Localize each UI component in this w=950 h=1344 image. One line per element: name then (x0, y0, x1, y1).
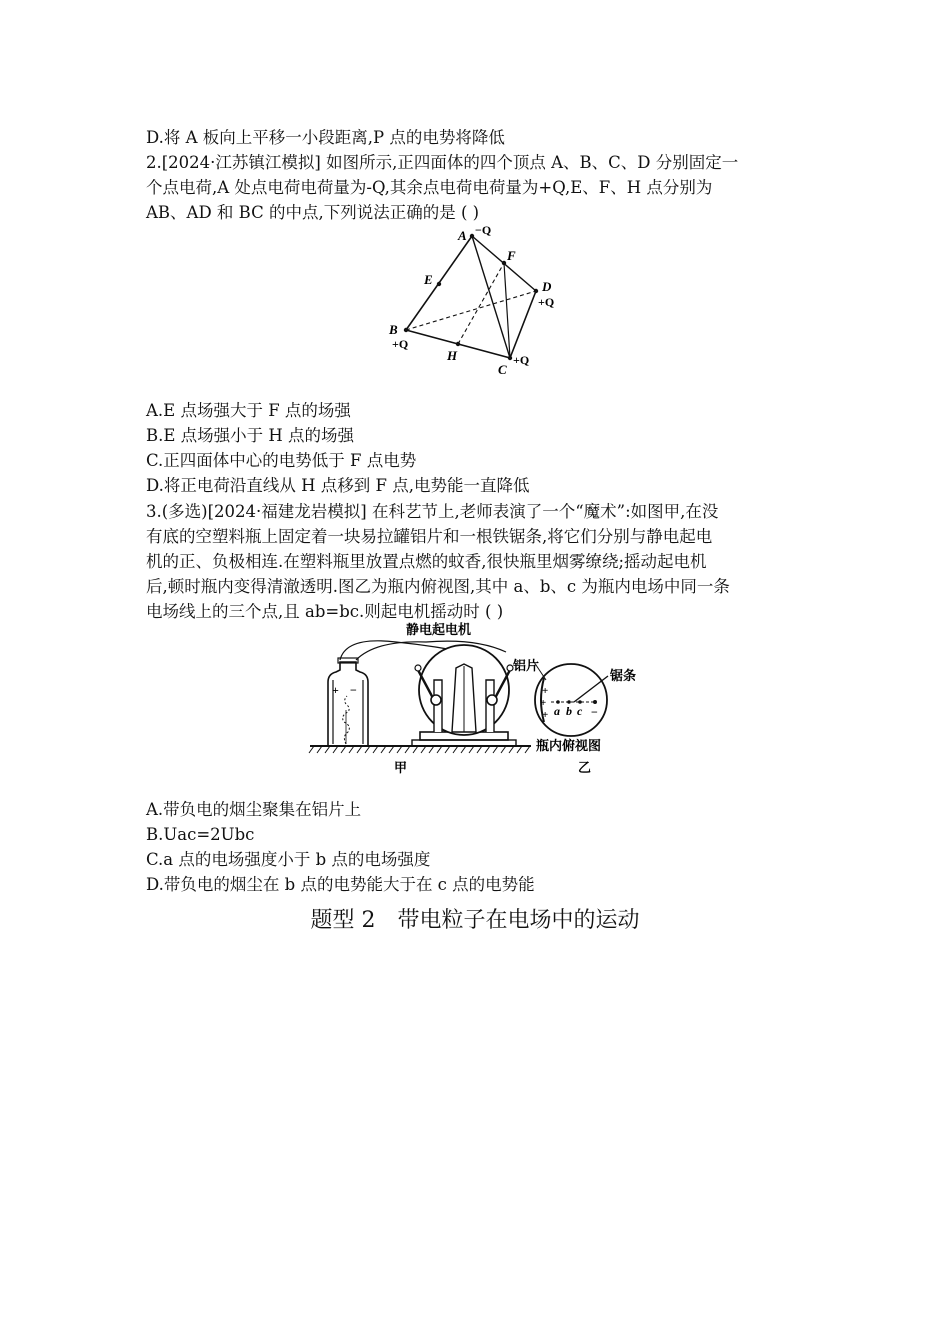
machine-label: 静电起电机 (406, 623, 472, 638)
q3-stem-line-1: 3.(多选)[2024·福建龙岩模拟] 在科艺节上,老师表演了一个“魔术”:如图甲,在没 (146, 502, 719, 521)
label-B: B (389, 322, 398, 337)
q3-stem-line-2: 有底的空塑料瓶上固定着一块易拉罐铝片和一根铁锯条,将它们分别与静电起电 (146, 527, 713, 546)
label-F: F (507, 248, 516, 263)
q3-option-d: D.带负电的烟尘在 b 点的电势能大于在 c 点的电势能 (146, 875, 535, 894)
q3-option-c: C.a 点的电场强度小于 b 点的电场强度 (146, 850, 431, 869)
charge-C: +Q (513, 353, 530, 367)
q1-option-d: D.将 A 板向上平移一小段距离,P 点的电势将降低 (146, 128, 505, 147)
point-b-label: b (566, 704, 572, 718)
bottle-minus-sign: − (350, 683, 357, 697)
plate-plus-2: + (540, 697, 547, 709)
saw-minus-sign: − (591, 705, 598, 719)
point-a-label: a (554, 704, 560, 718)
charge-A: −Q (475, 223, 492, 237)
q2-stem-line-2: 个点电荷,A 处点电荷电荷量为-Q,其余点电荷电荷量为+Q,E、F、H 点分别为 (146, 178, 713, 197)
q2-option-a: A.E 点场强大于 F 点的场强 (146, 401, 351, 420)
tetrahedron-figure (380, 218, 570, 380)
charge-D: +Q (538, 295, 555, 309)
figure-jia-label: 甲 (394, 761, 408, 776)
label-E: E (424, 272, 433, 287)
q3-option-a: A.带负电的烟尘聚集在铝片上 (146, 800, 362, 819)
plate-plus-3: + (542, 709, 549, 721)
q2-option-b: B.E 点场强小于 H 点的场强 (146, 426, 355, 445)
label-C: C (498, 362, 507, 377)
q2-option-d: D.将正电荷沿直线从 H 点移到 F 点,电势能一直降低 (146, 476, 530, 495)
label-H: H (447, 348, 458, 363)
q2-stem-line-1: 2.[2024·江苏镇江模拟] 如图所示,正四面体的四个顶点 A、B、C、D 分别固定一 (146, 153, 739, 172)
aluminum-plate-label: 铝片 (513, 659, 540, 674)
label-D: D (542, 279, 552, 294)
bottle-plus-sign: + (332, 683, 339, 697)
label-A: A (458, 228, 467, 243)
electrostatic-machine-figure (306, 620, 651, 780)
q2-option-c: C.正四面体中心的电势低于 F 点电势 (146, 451, 417, 470)
saw-blade-label: 锯条 (610, 669, 637, 684)
q2-stem-line-3: AB、AD 和 BC 的中点,下列说法正确的是 ( ) (146, 203, 480, 222)
figure-yi-label: 乙 (578, 761, 592, 776)
plate-plus-1: + (542, 685, 549, 697)
section-title: 题型 2 带电粒子在电场中的运动 (310, 908, 640, 933)
q3-option-b: B.Uac=2Ubc (146, 825, 255, 844)
top-view-label: 瓶内俯视图 (536, 739, 602, 754)
point-c-label: c (577, 704, 583, 718)
charge-B: +Q (392, 337, 409, 351)
q3-stem-line-4: 后,顿时瓶内变得清澈透明.图乙为瓶内俯视图,其中 a、b、c 为瓶内电场中同一条 (146, 577, 730, 596)
q3-stem-line-3: 机的正、负极相连.在塑料瓶里放置点燃的蚊香,很快瓶里烟雾缭绕;摇动起电机 (146, 552, 707, 571)
q3-stem-line-5: 电场线上的三个点,且 ab=bc.则起电机摇动时 ( ) (146, 602, 504, 621)
